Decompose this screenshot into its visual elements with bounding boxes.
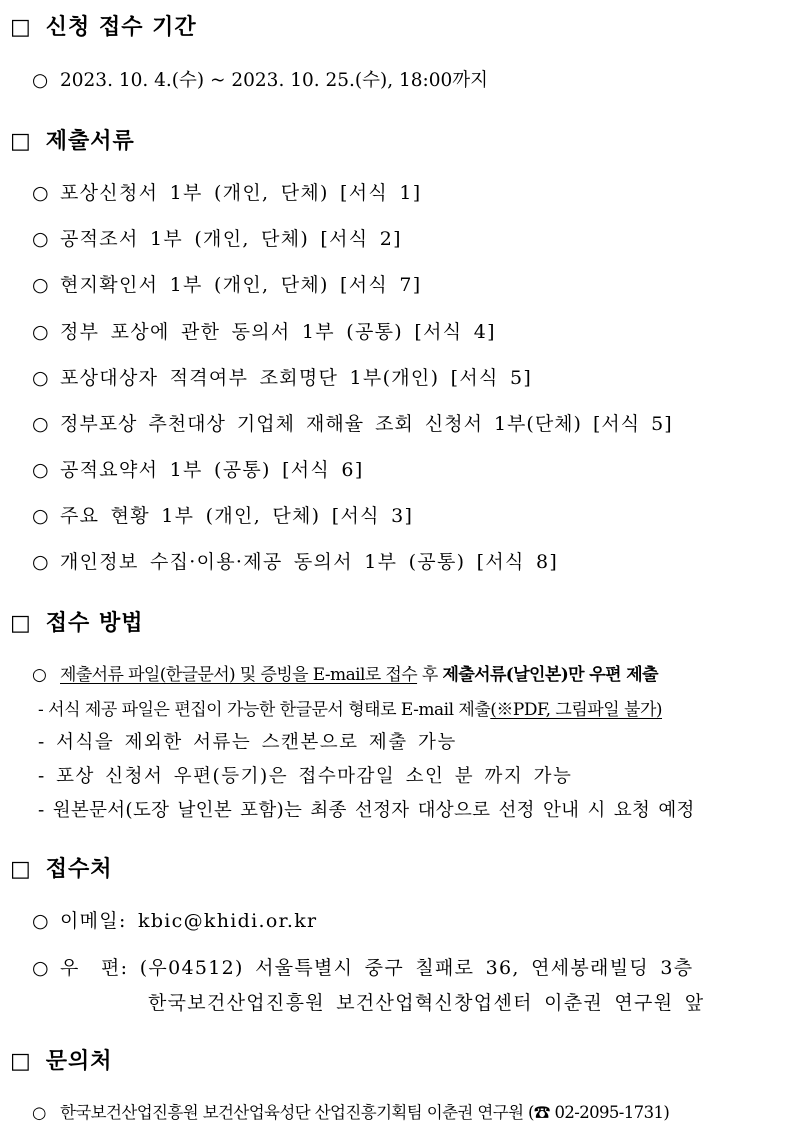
method-note-4-text: 원본문서(도장 날인본 포함)는 최종 선정자 대상으로 선정 안내 시 요청 예정 bbox=[52, 800, 695, 821]
bullet-circle-icon: ○ bbox=[32, 459, 50, 481]
document-item-text: 포상대상자 적격여부 조회명단 1부(개인) [서식 5] bbox=[60, 367, 533, 389]
method-main-item bbox=[32, 660, 658, 685]
checkbox-square-icon: □ bbox=[10, 15, 32, 40]
post-address-line-2: 한국보건산업진흥원 보건산업혁신창업센터 이춘권 연구원 앞 bbox=[148, 992, 705, 1014]
checkbox-square-icon: □ bbox=[10, 611, 32, 636]
section-title: 문의처 bbox=[45, 1049, 113, 1074]
checkbox-square-icon: □ bbox=[10, 857, 32, 882]
document-item bbox=[32, 363, 532, 390]
document-item bbox=[32, 317, 496, 344]
bullet-circle-icon: ○ bbox=[32, 957, 50, 979]
document-item-text: 현지확인서 1부 (개인, 단체) [서식 7] bbox=[60, 274, 422, 296]
period-item bbox=[32, 66, 488, 92]
section-title: 접수처 bbox=[45, 857, 113, 882]
dash-icon: - bbox=[38, 800, 45, 821]
period-text: 2023. 10. 4.(수) ~ 2023. 10. 25.(수), 18:00까지 bbox=[60, 70, 489, 91]
email-label: 이메일: bbox=[60, 910, 127, 932]
checkbox-square-icon: □ bbox=[10, 1049, 32, 1074]
method-note-3 bbox=[38, 762, 572, 788]
method-main-underlined: 제출서류 파일(한글문서) 및 증빙을 E-mail로 접수 bbox=[60, 665, 418, 685]
document-item-text: 공적조서 1부 (개인, 단체) [서식 2] bbox=[60, 228, 402, 250]
section-heading-documents bbox=[10, 124, 135, 155]
bullet-circle-icon: ○ bbox=[32, 228, 50, 250]
checkbox-square-icon: □ bbox=[10, 129, 32, 154]
section-title: 접수 방법 bbox=[45, 611, 144, 636]
document-item bbox=[32, 501, 413, 528]
document-item bbox=[32, 455, 364, 482]
bullet-circle-icon: ○ bbox=[32, 505, 50, 527]
inquiry-text: 한국보건산업진흥원 보건산업육성단 산업진흥기획팀 이춘권 연구원 (☎ 02-2095-1731) bbox=[60, 1103, 670, 1122]
document-item bbox=[32, 224, 402, 251]
method-note-2-text: 서식을 제외한 서류는 스캔본으로 제출 가능 bbox=[56, 732, 457, 753]
dash-icon: - bbox=[38, 732, 46, 753]
document-item-text: 정부 포상에 관한 동의서 1부 (공통) [서식 4] bbox=[60, 321, 496, 343]
dash-icon: - bbox=[38, 766, 46, 787]
destination-email bbox=[32, 906, 317, 933]
bullet-circle-icon: ○ bbox=[32, 70, 49, 91]
destination-post bbox=[32, 953, 693, 980]
destination-post-line-2 bbox=[148, 988, 704, 1015]
bullet-circle-icon: ○ bbox=[32, 413, 50, 435]
bullet-circle-icon: ○ bbox=[32, 182, 50, 204]
document-item-text: 공적요약서 1부 (공통) [서식 6] bbox=[60, 459, 364, 481]
section-heading-destination bbox=[10, 852, 113, 883]
bullet-circle-icon: ○ bbox=[32, 551, 50, 573]
method-note-4 bbox=[38, 796, 695, 822]
document-item-text: 포상신청서 1부 (개인, 단체) [서식 1] bbox=[60, 182, 422, 204]
method-note-1-underlined: (※PDF, 그림파일 불가) bbox=[490, 700, 663, 720]
bullet-circle-icon: ○ bbox=[32, 274, 50, 296]
post-label: 우 편: bbox=[60, 957, 129, 979]
method-note-2 bbox=[38, 728, 457, 754]
document-item bbox=[32, 270, 422, 297]
section-title: 신청 접수 기간 bbox=[45, 15, 197, 40]
inquiry-item bbox=[32, 1099, 669, 1123]
document-item bbox=[32, 547, 558, 574]
section-heading-period bbox=[10, 10, 197, 41]
bullet-circle-icon: ○ bbox=[32, 910, 50, 932]
document-item-text: 주요 현황 1부 (개인, 단체) [서식 3] bbox=[60, 505, 414, 527]
document-item-text: 정부포상 추천대상 기업체 재해율 조회 신청서 1부(단체) [서식 5] bbox=[60, 413, 673, 435]
method-main-bold: 제출서류(날인본)만 우편 제출 bbox=[442, 665, 658, 685]
section-heading-inquiry bbox=[10, 1044, 113, 1075]
email-value[interactable]: kbic@khidi.or.kr bbox=[138, 910, 318, 932]
dash-icon: - bbox=[38, 700, 44, 720]
document-item-text: 개인정보 수집·이용·제공 동의서 1부 (공통) [서식 8] bbox=[60, 551, 559, 573]
post-address-line-1: (우04512) 서울특별시 중구 칠패로 36, 연세봉래빌딩 3층 bbox=[139, 957, 694, 979]
document-item bbox=[32, 409, 673, 436]
section-heading-method bbox=[10, 606, 143, 637]
method-note-1-plain: 서식 제공 파일은 편집이 가능한 한글문서 형태로 E-mail 제출 bbox=[48, 700, 491, 720]
method-main-mid: 후 bbox=[417, 665, 443, 685]
method-note-3-text: 포상 신청서 우편(등기)은 접수마감일 소인 분 까지 가능 bbox=[56, 766, 573, 787]
document-item bbox=[32, 178, 422, 205]
bullet-circle-icon: ○ bbox=[32, 321, 50, 343]
bullet-circle-icon: ○ bbox=[32, 665, 47, 685]
bullet-circle-icon: ○ bbox=[32, 1103, 46, 1122]
method-note-1 bbox=[38, 695, 662, 720]
section-title: 제출서류 bbox=[45, 129, 135, 154]
bullet-circle-icon: ○ bbox=[32, 367, 50, 389]
